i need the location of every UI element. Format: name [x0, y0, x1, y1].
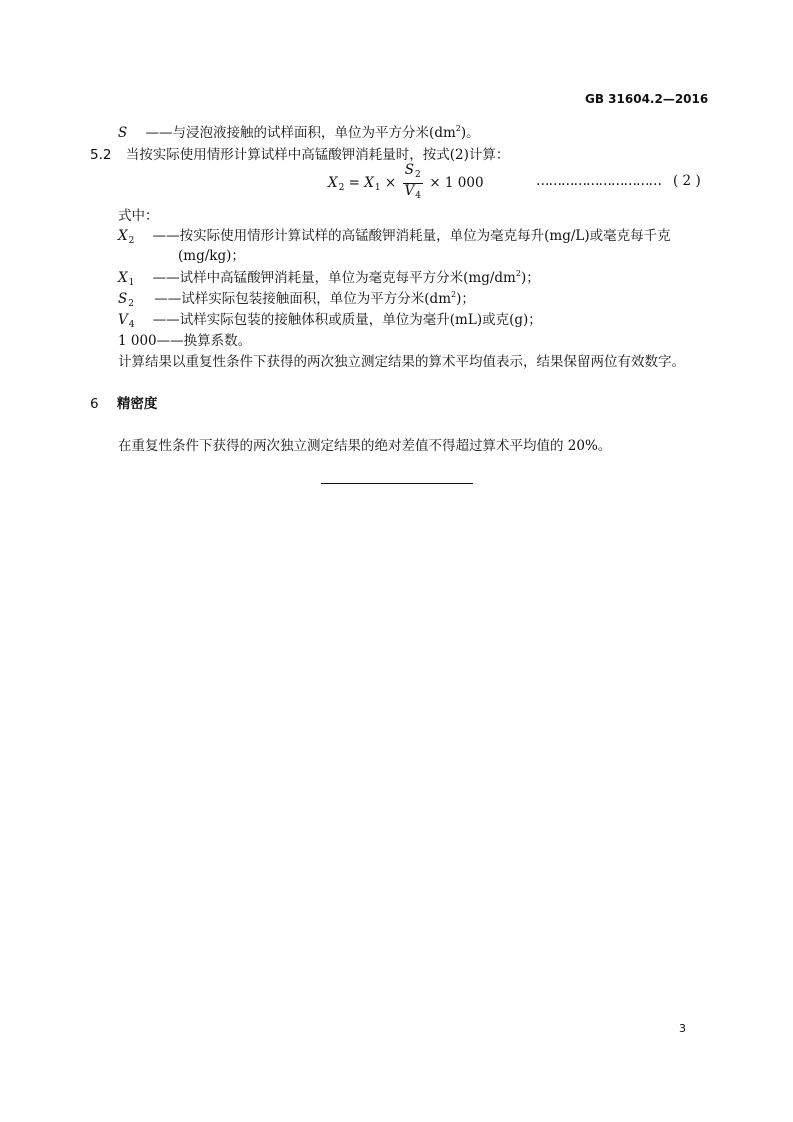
symbol: X: [118, 270, 128, 286]
equals-sign: =: [348, 175, 360, 191]
section-5-2: [90, 143, 509, 163]
definition-text: 换算系数。: [183, 333, 252, 349]
superscript: 2: [515, 269, 521, 278]
fraction: [403, 163, 423, 204]
definition-x1: [118, 266, 540, 288]
symbol-sub: 4: [128, 320, 135, 330]
section-6-heading: [90, 392, 157, 412]
definition-x2: [118, 224, 671, 246]
symbol: 1 000: [118, 333, 157, 349]
dash: ——: [152, 312, 180, 328]
superscript: 2: [451, 290, 457, 299]
formula-lhs-sub: 2: [338, 183, 345, 193]
standard-id: GB 31604.2—2016: [585, 92, 709, 106]
times-sign-2: ×: [429, 175, 441, 191]
definition-tail: )。: [460, 125, 480, 141]
numerator-symbol: S: [404, 162, 415, 178]
symbol-sub: 1: [128, 278, 135, 288]
times-sign: ×: [384, 175, 397, 191]
definition-1000: [118, 329, 251, 349]
definition-s: [118, 121, 480, 141]
definition-x2-continuation: (mg/kg)；: [178, 248, 245, 264]
dash: ——: [156, 333, 184, 349]
section-6-text: 在重复性条件下获得的两次独立测定结果的绝对差值不得超过算术平均值的 20%。: [118, 438, 612, 454]
symbol: X: [118, 228, 128, 244]
definition-s2: [118, 287, 475, 309]
definition-text: 试样实际包装接触面积，单位为平方分米(dm: [181, 291, 451, 307]
dash: ——: [152, 270, 180, 286]
where-label: 式中：: [118, 208, 159, 224]
superscript: 2: [455, 124, 461, 133]
fraction-numerator: [403, 163, 423, 184]
formula-x1-sub: 1: [374, 183, 381, 193]
formula-2: [328, 163, 484, 204]
page-number: 3: [679, 1022, 686, 1035]
symbol-s: S: [118, 125, 128, 141]
dash: ——: [154, 291, 182, 307]
formula-constant: 1 000: [444, 175, 484, 191]
formula-lhs: X: [328, 175, 338, 191]
denominator-symbol: V: [404, 183, 415, 199]
result-note: 计算结果以重复性条件下获得的两次独立测定结果的算术平均值表示，结果保留两位有效数字。: [118, 354, 685, 370]
definition-text: 试样中高锰酸钾消耗量，单位为毫克每平方分米(mg/dm: [179, 270, 516, 286]
dash: ——: [145, 125, 173, 141]
numerator-sub: 2: [415, 170, 421, 180]
definition-text: 试样实际包装的接触体积或质量，单位为毫升(mL)或克(g)；: [179, 312, 542, 328]
formula-leader: …………………………: [536, 173, 661, 189]
section-number: 6: [90, 396, 99, 412]
denominator-sub: 4: [415, 191, 422, 201]
section-number: 5.2: [90, 147, 112, 163]
definition-tail: )；: [456, 291, 475, 307]
end-rule: [321, 483, 473, 484]
definition-v4: [118, 308, 542, 330]
formula-x1: X: [364, 175, 374, 191]
dash: ——: [152, 228, 180, 244]
definition-tail: )；: [520, 270, 540, 286]
fraction-denominator: [403, 184, 423, 204]
symbol: S: [118, 291, 128, 307]
symbol: V: [118, 312, 128, 328]
definition-text: 按实际使用情形计算试样的高锰酸钾消耗量，单位为毫克每升(mg/L)或毫克每千克: [179, 228, 671, 244]
section-text: 当按实际使用情形计算试样中高锰酸钾消耗量时，按式(2)计算：: [125, 147, 510, 163]
definition-text: 与浸泡液接触的试样面积，单位为平方分米(dm: [172, 125, 456, 141]
symbol-sub: 2: [128, 236, 135, 246]
symbol-sub: 2: [128, 299, 134, 309]
section-title: 精密度: [116, 396, 158, 412]
formula-label: ( 2 ): [673, 173, 701, 189]
